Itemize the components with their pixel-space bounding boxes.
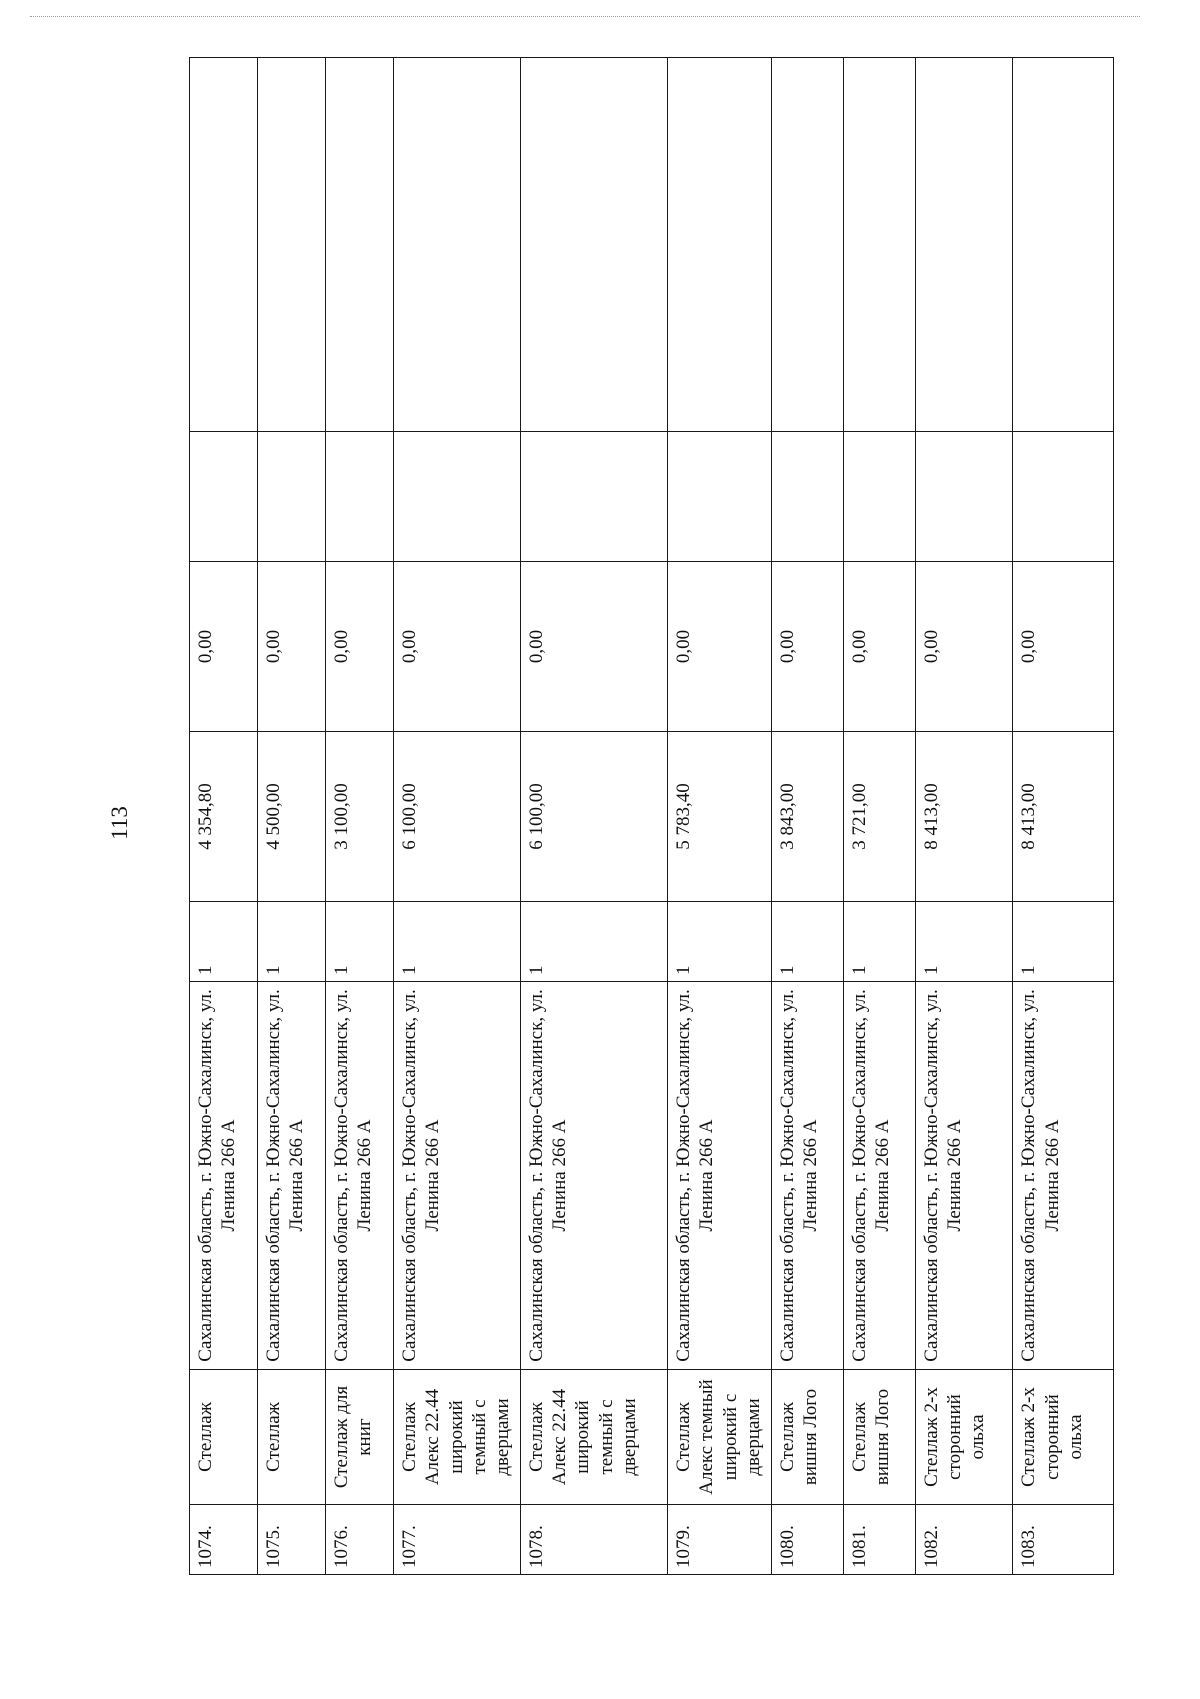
item-cost: 4 500,00 (258, 732, 326, 902)
empty-cell (915, 432, 1013, 562)
item-quantity: 1 (915, 902, 1013, 982)
empty-cell (843, 58, 915, 432)
empty-cell (190, 58, 258, 432)
item-address: Сахалинская область, г. Южно-Сахалинск, ул. Ленина 266 А (668, 982, 771, 1370)
item-name: Стеллаж для книг (326, 1370, 394, 1505)
item-quantity: 1 (843, 902, 915, 982)
row-number: 1076. (326, 1505, 394, 1575)
page-number: 113 (107, 806, 132, 840)
empty-cell (668, 58, 771, 432)
item-residual: 0,00 (326, 562, 394, 732)
item-quantity: 1 (326, 902, 394, 982)
item-name: Стеллаж (258, 1370, 326, 1505)
item-cost: 6 100,00 (394, 732, 521, 902)
scan-edge-line (30, 16, 1140, 17)
item-residual: 0,00 (668, 562, 771, 732)
item-cost: 3 100,00 (326, 732, 394, 902)
item-address: Сахалинская область, г. Южно-Сахалинск, ул. Ленина 266 А (190, 982, 258, 1370)
row-number: 1075. (258, 1505, 326, 1575)
empty-cell (190, 432, 258, 562)
item-residual: 0,00 (771, 562, 843, 732)
empty-cell (258, 58, 326, 432)
row-number: 1074. (190, 1505, 258, 1575)
item-name: Стеллаж 2-х сторонний ольха (915, 1370, 1013, 1505)
empty-cell (394, 58, 521, 432)
empty-cell (394, 432, 521, 562)
row-number: 1081. (843, 1505, 915, 1575)
item-quantity: 1 (190, 902, 258, 982)
item-address: Сахалинская область, г. Южно-Сахалинск, ул. Ленина 266 А (521, 982, 668, 1370)
row-number: 1077. (394, 1505, 521, 1575)
item-cost: 5 783,40 (668, 732, 771, 902)
table-row (190, 58, 258, 1575)
item-residual: 0,00 (394, 562, 521, 732)
empty-cell (771, 58, 843, 432)
item-address: Сахалинская область, г. Южно-Сахалинск, ул. Ленина 266 А (1013, 982, 1114, 1370)
empty-cell (771, 432, 843, 562)
row-number: 1079. (668, 1505, 771, 1575)
row-number: 1082. (915, 1505, 1013, 1575)
table-row (521, 58, 668, 1575)
rotated-table-wrapper (189, 58, 1114, 1575)
item-residual: 0,00 (1013, 562, 1114, 732)
table-row (258, 58, 326, 1575)
empty-cell (915, 58, 1013, 432)
item-quantity: 1 (521, 902, 668, 982)
row-number: 1078. (521, 1505, 668, 1575)
row-number: 1083. (1013, 1505, 1114, 1575)
item-address: Сахалинская область, г. Южно-Сахалинск, ул. Ленина 266 А (771, 982, 843, 1370)
table-row (915, 58, 1013, 1575)
item-name: Стеллаж вишня Лого (843, 1370, 915, 1505)
inventory-table (189, 57, 1114, 1575)
item-quantity: 1 (258, 902, 326, 982)
empty-cell (521, 432, 668, 562)
empty-cell (668, 432, 771, 562)
empty-cell (1013, 432, 1114, 562)
item-name: Стеллаж вишня Лого (771, 1370, 843, 1505)
table-row (843, 58, 915, 1575)
table-row (771, 58, 843, 1575)
empty-cell (1013, 58, 1114, 432)
item-quantity: 1 (668, 902, 771, 982)
item-address: Сахалинская область, г. Южно-Сахалинск, ул. Ленина 266 А (915, 982, 1013, 1370)
empty-cell (258, 432, 326, 562)
item-quantity: 1 (394, 902, 521, 982)
empty-cell (521, 58, 668, 432)
item-address: Сахалинская область, г. Южно-Сахалинск, ул. Ленина 266 А (258, 982, 326, 1370)
item-residual: 0,00 (521, 562, 668, 732)
item-residual: 0,00 (190, 562, 258, 732)
table-row (668, 58, 771, 1575)
table-row (1013, 58, 1114, 1575)
item-quantity: 1 (1013, 902, 1114, 982)
item-residual: 0,00 (915, 562, 1013, 732)
item-name: Стеллаж Алекс 22.44 широкий темный с дверцами (394, 1370, 521, 1505)
item-cost: 3 843,00 (771, 732, 843, 902)
item-quantity: 1 (771, 902, 843, 982)
item-name: Стеллаж 2-х сторонний ольха (1013, 1370, 1114, 1505)
item-name: Стеллаж (190, 1370, 258, 1505)
table-row (326, 58, 394, 1575)
item-residual: 0,00 (843, 562, 915, 732)
item-residual: 0,00 (258, 562, 326, 732)
empty-cell (843, 432, 915, 562)
item-address: Сахалинская область, г. Южно-Сахалинск, ул. Ленина 266 А (843, 982, 915, 1370)
item-name: Стеллаж Алекс 22.44 широкий темный с дверцами (521, 1370, 668, 1505)
item-cost: 8 413,00 (1013, 732, 1114, 902)
item-address: Сахалинская область, г. Южно-Сахалинск, ул. Ленина 266 А (394, 982, 521, 1370)
item-cost: 6 100,00 (521, 732, 668, 902)
item-cost: 8 413,00 (915, 732, 1013, 902)
row-number: 1080. (771, 1505, 843, 1575)
empty-cell (326, 432, 394, 562)
item-address: Сахалинская область, г. Южно-Сахалинск, ул. Ленина 266 А (326, 982, 394, 1370)
empty-cell (326, 58, 394, 432)
item-name: Стеллаж Алекс темный широкий с дверцами (668, 1370, 771, 1505)
item-cost: 3 721,00 (843, 732, 915, 902)
item-cost: 4 354,80 (190, 732, 258, 902)
table-row (394, 58, 521, 1575)
